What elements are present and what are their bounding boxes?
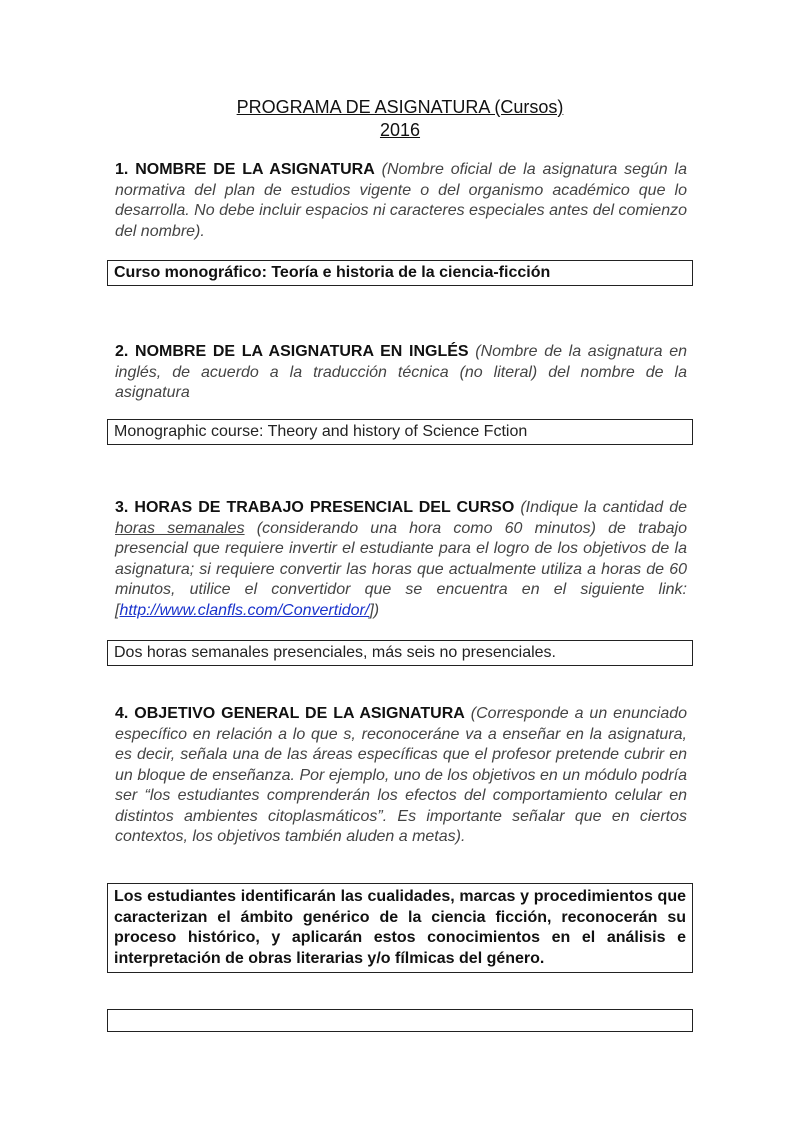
section-3-desc-prefix: (Indique la cantidad de bbox=[520, 499, 687, 516]
empty-answer-box[interactable] bbox=[107, 1009, 693, 1032]
converter-link[interactable]: http://www.clanfls.com/Convertidor/ bbox=[119, 601, 370, 619]
section-4-heading: 4. OBJETIVO GENERAL DE LA ASIGNATURA bbox=[115, 705, 465, 722]
page-title: PROGRAMA DE ASIGNATURA (Cursos) bbox=[236, 97, 564, 117]
section-4-answer-box[interactable] bbox=[107, 883, 693, 973]
section-4-description: (Corresponde a un enunciado específico en relación a lo que s, reconoceráne va a enseñar en la asignatura, es decir, señala una de las áreas específicas que el profesor pretende cubrir en un bloque de enseñanza. Por ejemplo, uno de los objetivos en un módulo podría ser “los estudiantes comprenderán los efectos del comportamiento celular en distintos ambientes citoplasmáticos”. Es importante señalar que en ciertos contextos, los objetivos también aluden a metas). bbox=[115, 705, 688, 845]
section-1-heading: 1. NOMBRE DE LA ASIGNATURA bbox=[115, 161, 375, 178]
section-3-desc-suffix: ]) bbox=[369, 601, 380, 619]
section-2-answer-box[interactable] bbox=[107, 419, 693, 445]
section-2-heading: 2. NOMBRE DE LA ASIGNATURA EN INGLÉS bbox=[115, 343, 469, 360]
section-1-answer: Curso monográfico: Teoría e historia de la ciencia-ficción bbox=[114, 264, 551, 281]
section-1-description: (Nombre oficial de la asignatura según la normativa del plan de estudios vigente o del organismo académico que lo desarrolla. No debe incluir espacios ni caracteres especiales antes del comienzo del nombre). bbox=[115, 161, 687, 240]
section-3 bbox=[115, 498, 687, 621]
section-3-heading: 3. HORAS DE TRABAJO PRESENCIAL DEL CURSO bbox=[115, 499, 515, 516]
section-2-description: (Nombre de la asignatura en inglés, de acuerdo a la traducción técnica (no literal) del nombre de la asignatura bbox=[115, 343, 688, 401]
section-2 bbox=[115, 342, 687, 404]
section-4 bbox=[115, 704, 687, 848]
section-1 bbox=[115, 160, 687, 242]
section-1-answer-box[interactable] bbox=[107, 260, 693, 286]
section-3-description bbox=[115, 499, 687, 619]
page-year: 2016 bbox=[379, 120, 421, 140]
section-3-answer-box[interactable] bbox=[107, 640, 693, 666]
section-3-answer: Dos horas semanales presenciales, más seis no presenciales. bbox=[114, 644, 556, 661]
section-2-answer: Monographic course: Theory and history of Science Fction bbox=[114, 423, 528, 440]
section-3-desc-middle: (considerando una hora como 60 minutos) de trabajo presencial que requiere invertir el estudiante para el logro de los objetivos de la asignatura; si requiere convertir las horas que actualmente utiliza a horas de 60 minutos, utilice el convertidor que se encuentra en el siguiente link: [ bbox=[115, 519, 687, 619]
section-3-desc-underlined: horas semanales bbox=[115, 519, 245, 537]
section-4-answer: Los estudiantes identificarán las cualidades, marcas y procedimientos que caracterizan el ámbito genérico de la ciencia ficción, reconocerán su proceso histórico, y aplicarán estos conocimientos en el análisis e interpretación de obras literarias y/o fílmicas del género. bbox=[114, 888, 686, 967]
